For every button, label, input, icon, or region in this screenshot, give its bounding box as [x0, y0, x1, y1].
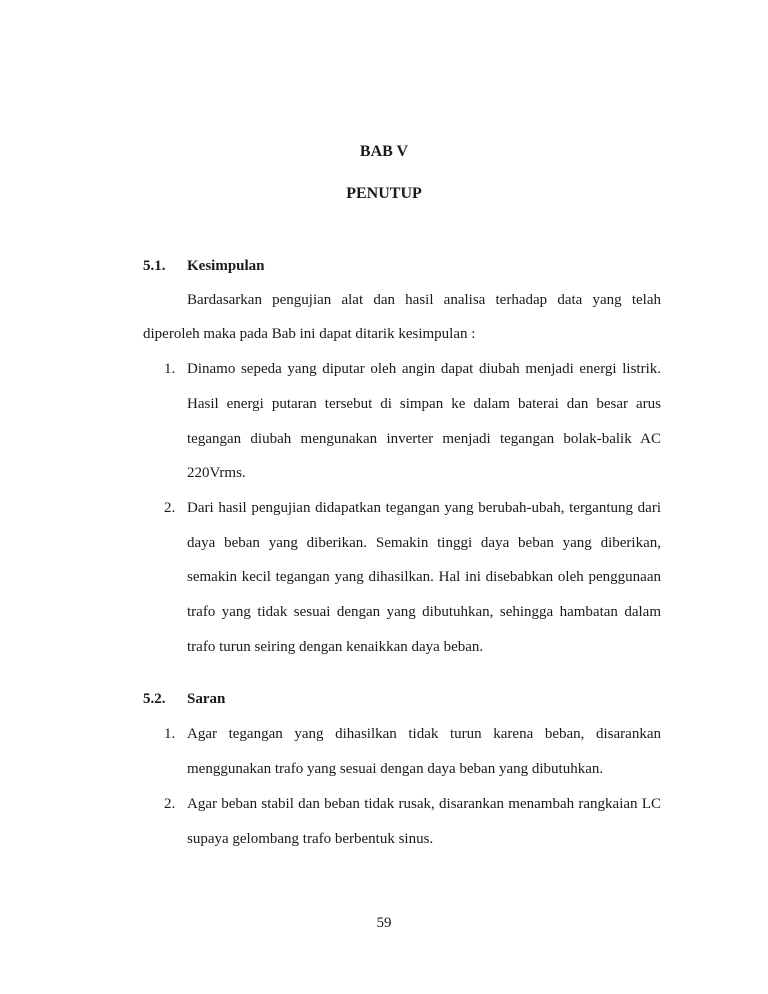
list-marker: 2. — [164, 500, 176, 516]
list-item-line: daya beban yang diberikan. Semakin tinggi daya beban yang diberikan, — [187, 535, 661, 551]
list-marker: 1. — [164, 726, 176, 742]
list-item-line: semakin kecil tegangan yang dihasilkan. Hal ini disebabkan oleh penggunaan — [187, 569, 661, 585]
list-item-line: trafo yang tidak sesuai dengan yang dibutuhkan, sehingga hambatan dalam — [187, 604, 661, 620]
list-item-line: trafo turun seiring dengan kenaikkan daya beban. — [187, 639, 484, 655]
section-title: Kesimpulan — [187, 258, 265, 274]
section-number: 5.2. — [143, 691, 166, 707]
list-item-line: Agar beban stabil dan beban tidak rusak, disarankan menambah rangkaian LC — [187, 796, 661, 812]
list-marker: 2. — [164, 796, 176, 812]
page-number: 59 — [376, 915, 392, 931]
list-item-line: supaya gelombang trafo berbentuk sinus. — [187, 831, 434, 847]
list-item-line: Agar tegangan yang dihasilkan tidak turun karena beban, disarankan — [187, 726, 661, 742]
paragraph-line: Bardasarkan pengujian alat dan hasil analisa terhadap data yang telah — [187, 292, 661, 308]
section-number: 5.1. — [143, 258, 166, 274]
chapter-title: PENUTUP — [346, 185, 422, 202]
list-item-line: Dinamo sepeda yang diputar oleh angin dapat diubah menjadi energi listrik. — [187, 361, 661, 377]
list-marker: 1. — [164, 361, 176, 377]
list-item-line: tegangan diubah mengunakan inverter menjadi tegangan bolak-balik AC — [187, 431, 661, 447]
list-item-line: Dari hasil pengujian didapatkan tegangan yang berubah-ubah, tergantung dari — [187, 500, 661, 516]
paragraph-line: diperoleh maka pada Bab ini dapat ditarik kesimpulan : — [143, 326, 476, 342]
section-title: Saran — [187, 691, 226, 707]
list-item-line: Hasil energi putaran tersebut di simpan ke dalam baterai dan besar arus — [187, 396, 661, 412]
chapter-number: BAB V — [359, 143, 409, 160]
list-item-line: 220Vrms. — [187, 465, 246, 481]
list-item-line: menggunakan trafo yang sesuai dengan daya beban yang dibutuhkan. — [187, 761, 604, 777]
